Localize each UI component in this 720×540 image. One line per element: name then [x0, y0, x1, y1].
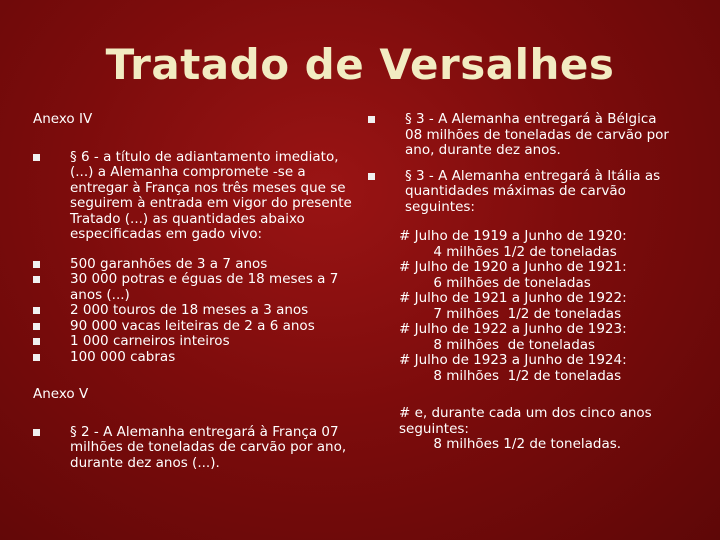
paragraph-3-italy-text: § 3 - A Alemanha entregará à Itália as quantidades máximas de carvão seguintes:: [405, 167, 661, 215]
coal-schedule: [368, 229, 673, 453]
paragraph-2-text: § 2 - A Alemanha entregará à França 07 milhões de toneladas de carvão por ano, durante dez anos (...).: [70, 423, 347, 471]
paragraph-6: [33, 150, 353, 243]
tail-line: 8 milhões 1/2 de toneladas.: [399, 436, 622, 452]
square-bullet-icon: [33, 338, 40, 345]
square-bullet-icon: [33, 323, 40, 330]
livestock-item: [33, 272, 353, 303]
paragraph-6-text: § 6 - a título de adiantamento imediato, (...) a Alemanha compromete -se a entregar à França nos três meses que se seguirem à entrada em vigor do presente Tratado (...) as quantidades abaixo especificadas em gado vivo:: [70, 148, 352, 242]
square-bullet-icon: [33, 429, 40, 436]
livestock-item-text: 1 000 carneiros inteiros: [70, 333, 230, 349]
square-bullet-icon: [368, 173, 375, 180]
square-bullet-icon: [33, 307, 40, 314]
livestock-item-text: 100 000 cabras: [70, 348, 176, 365]
livestock-item-text: 2 000 touros de 18 meses a 3 anos: [70, 302, 309, 318]
schedule-line: # Julho de 1919 a Junho de 1920:: [399, 228, 627, 244]
square-bullet-icon: [33, 276, 40, 283]
right-column: [368, 112, 673, 453]
schedule-line: 4 milhões 1/2 de toneladas: [399, 243, 617, 260]
paragraph-3-belgium: [368, 112, 673, 159]
square-bullet-icon: [368, 116, 375, 123]
livestock-item: [33, 350, 353, 366]
paragraph-3-italy: [368, 169, 673, 216]
livestock-item-text: 30 000 potras e éguas de 18 meses a 7 anos (...): [70, 271, 339, 303]
schedule-line: 7 milhões 1/2 de toneladas: [399, 305, 622, 322]
schedule-line: 6 milhões de toneladas: [399, 274, 591, 291]
left-column: [33, 112, 353, 471]
annex-iv-heading: Anexo IV: [33, 111, 93, 127]
square-bullet-icon: [33, 261, 40, 268]
schedule-line: # Julho de 1921 a Junho de 1922:: [399, 290, 627, 306]
paragraph-2: [33, 425, 353, 472]
livestock-item: [33, 303, 353, 319]
square-bullet-icon: [33, 154, 40, 161]
tail-line: seguintes:: [399, 420, 469, 437]
schedule-line: # Julho de 1920 a Junho de 1921:: [399, 259, 627, 275]
livestock-item: [33, 334, 353, 350]
annex-v-heading: Anexo V: [33, 386, 89, 402]
livestock-item: [33, 257, 353, 273]
schedule-line: 8 milhões 1/2 de toneladas: [399, 367, 622, 384]
schedule-line: # Julho de 1922 a Junho de 1923:: [399, 321, 627, 337]
livestock-item: [33, 319, 353, 335]
paragraph-3-belgium-text: § 3 - A Alemanha entregará à Bélgica 08 milhões de toneladas de carvão por ano, durante dez anos.: [405, 111, 669, 158]
square-bullet-icon: [33, 354, 40, 361]
livestock-item-text: 90 000 vacas leiteiras de 2 a 6 anos: [70, 317, 315, 334]
schedule-line: # Julho de 1923 a Junho de 1924:: [399, 352, 627, 368]
slide-title: Tratado de Versalhes: [105, 40, 615, 89]
schedule-line: 8 milhões de toneladas: [399, 336, 596, 353]
tail-line: # e, durante cada um dos cinco anos: [399, 405, 652, 421]
livestock-item-text: 500 garanhões de 3 a 7 anos: [70, 255, 268, 272]
